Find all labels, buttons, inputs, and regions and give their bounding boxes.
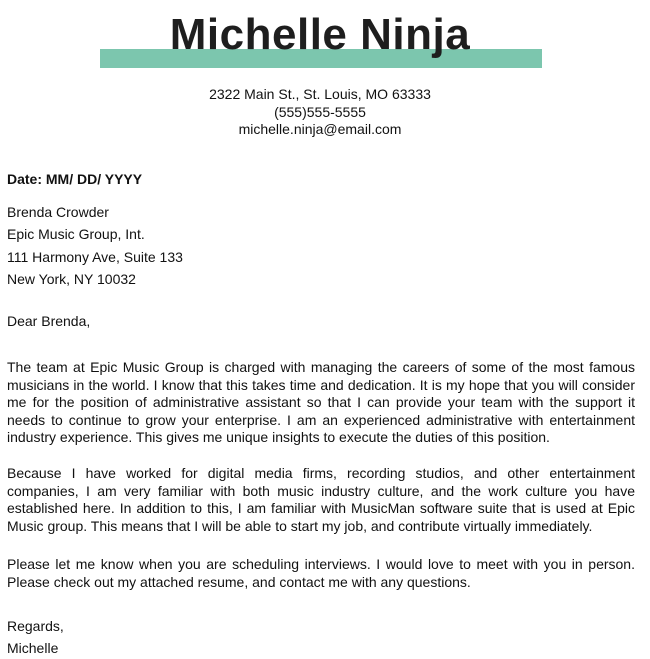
- closing-block: [7, 615, 635, 659]
- contact-block: [0, 86, 640, 139]
- contact-email: michelle.ninja@email.com: [238, 121, 402, 137]
- body-paragraph-1: The team at Epic Music Group is charged with managing the careers of some of the most famous musicians in the world. I know that this takes time and dedication. It is my hope that you will consider me for the position of administrative assistant so that I can provide your team with the support it needs to continue to grow your enterprise. I am an experienced administrative with entertainment industry experience. This gives me unique insights to execute the duties of this position.: [7, 359, 635, 445]
- recipient-block: [7, 201, 635, 290]
- letter-date: Date: MM/ DD/ YYYY: [7, 171, 143, 187]
- closing: Regards,: [7, 618, 64, 634]
- applicant-name: Michelle Ninja: [169, 10, 471, 59]
- body-paragraph-3: Please let me know when you are scheduling interviews. I would love to meet with you in person. Please check out my attached resume, and contact me with any questions.: [7, 556, 635, 590]
- recipient-city: New York, NY 10032: [7, 270, 136, 287]
- recipient-name: Brenda Crowder: [7, 204, 109, 220]
- contact-address: 2322 Main St., St. Louis, MO 63333: [209, 86, 431, 102]
- letter-header: [0, 0, 650, 80]
- contact-phone: (555)555-5555: [274, 103, 366, 120]
- signature: Michelle: [7, 640, 59, 656]
- recipient-street: 111 Harmony Ave, Suite 133: [7, 248, 183, 265]
- recipient-company: Epic Music Group, Int.: [7, 226, 145, 243]
- body-paragraph-2: Because I have worked for digital media firms, recording studios, and other entertainment companies, I am very familiar with both music industry culture, and the work culture you have established here. In addition to this, I am familiar with MusicMan software suite that is used at Epic Music group. This means that I will be able to start my job, and contribute virtually immediately.: [7, 465, 635, 534]
- salutation: Dear Brenda,: [7, 313, 91, 329]
